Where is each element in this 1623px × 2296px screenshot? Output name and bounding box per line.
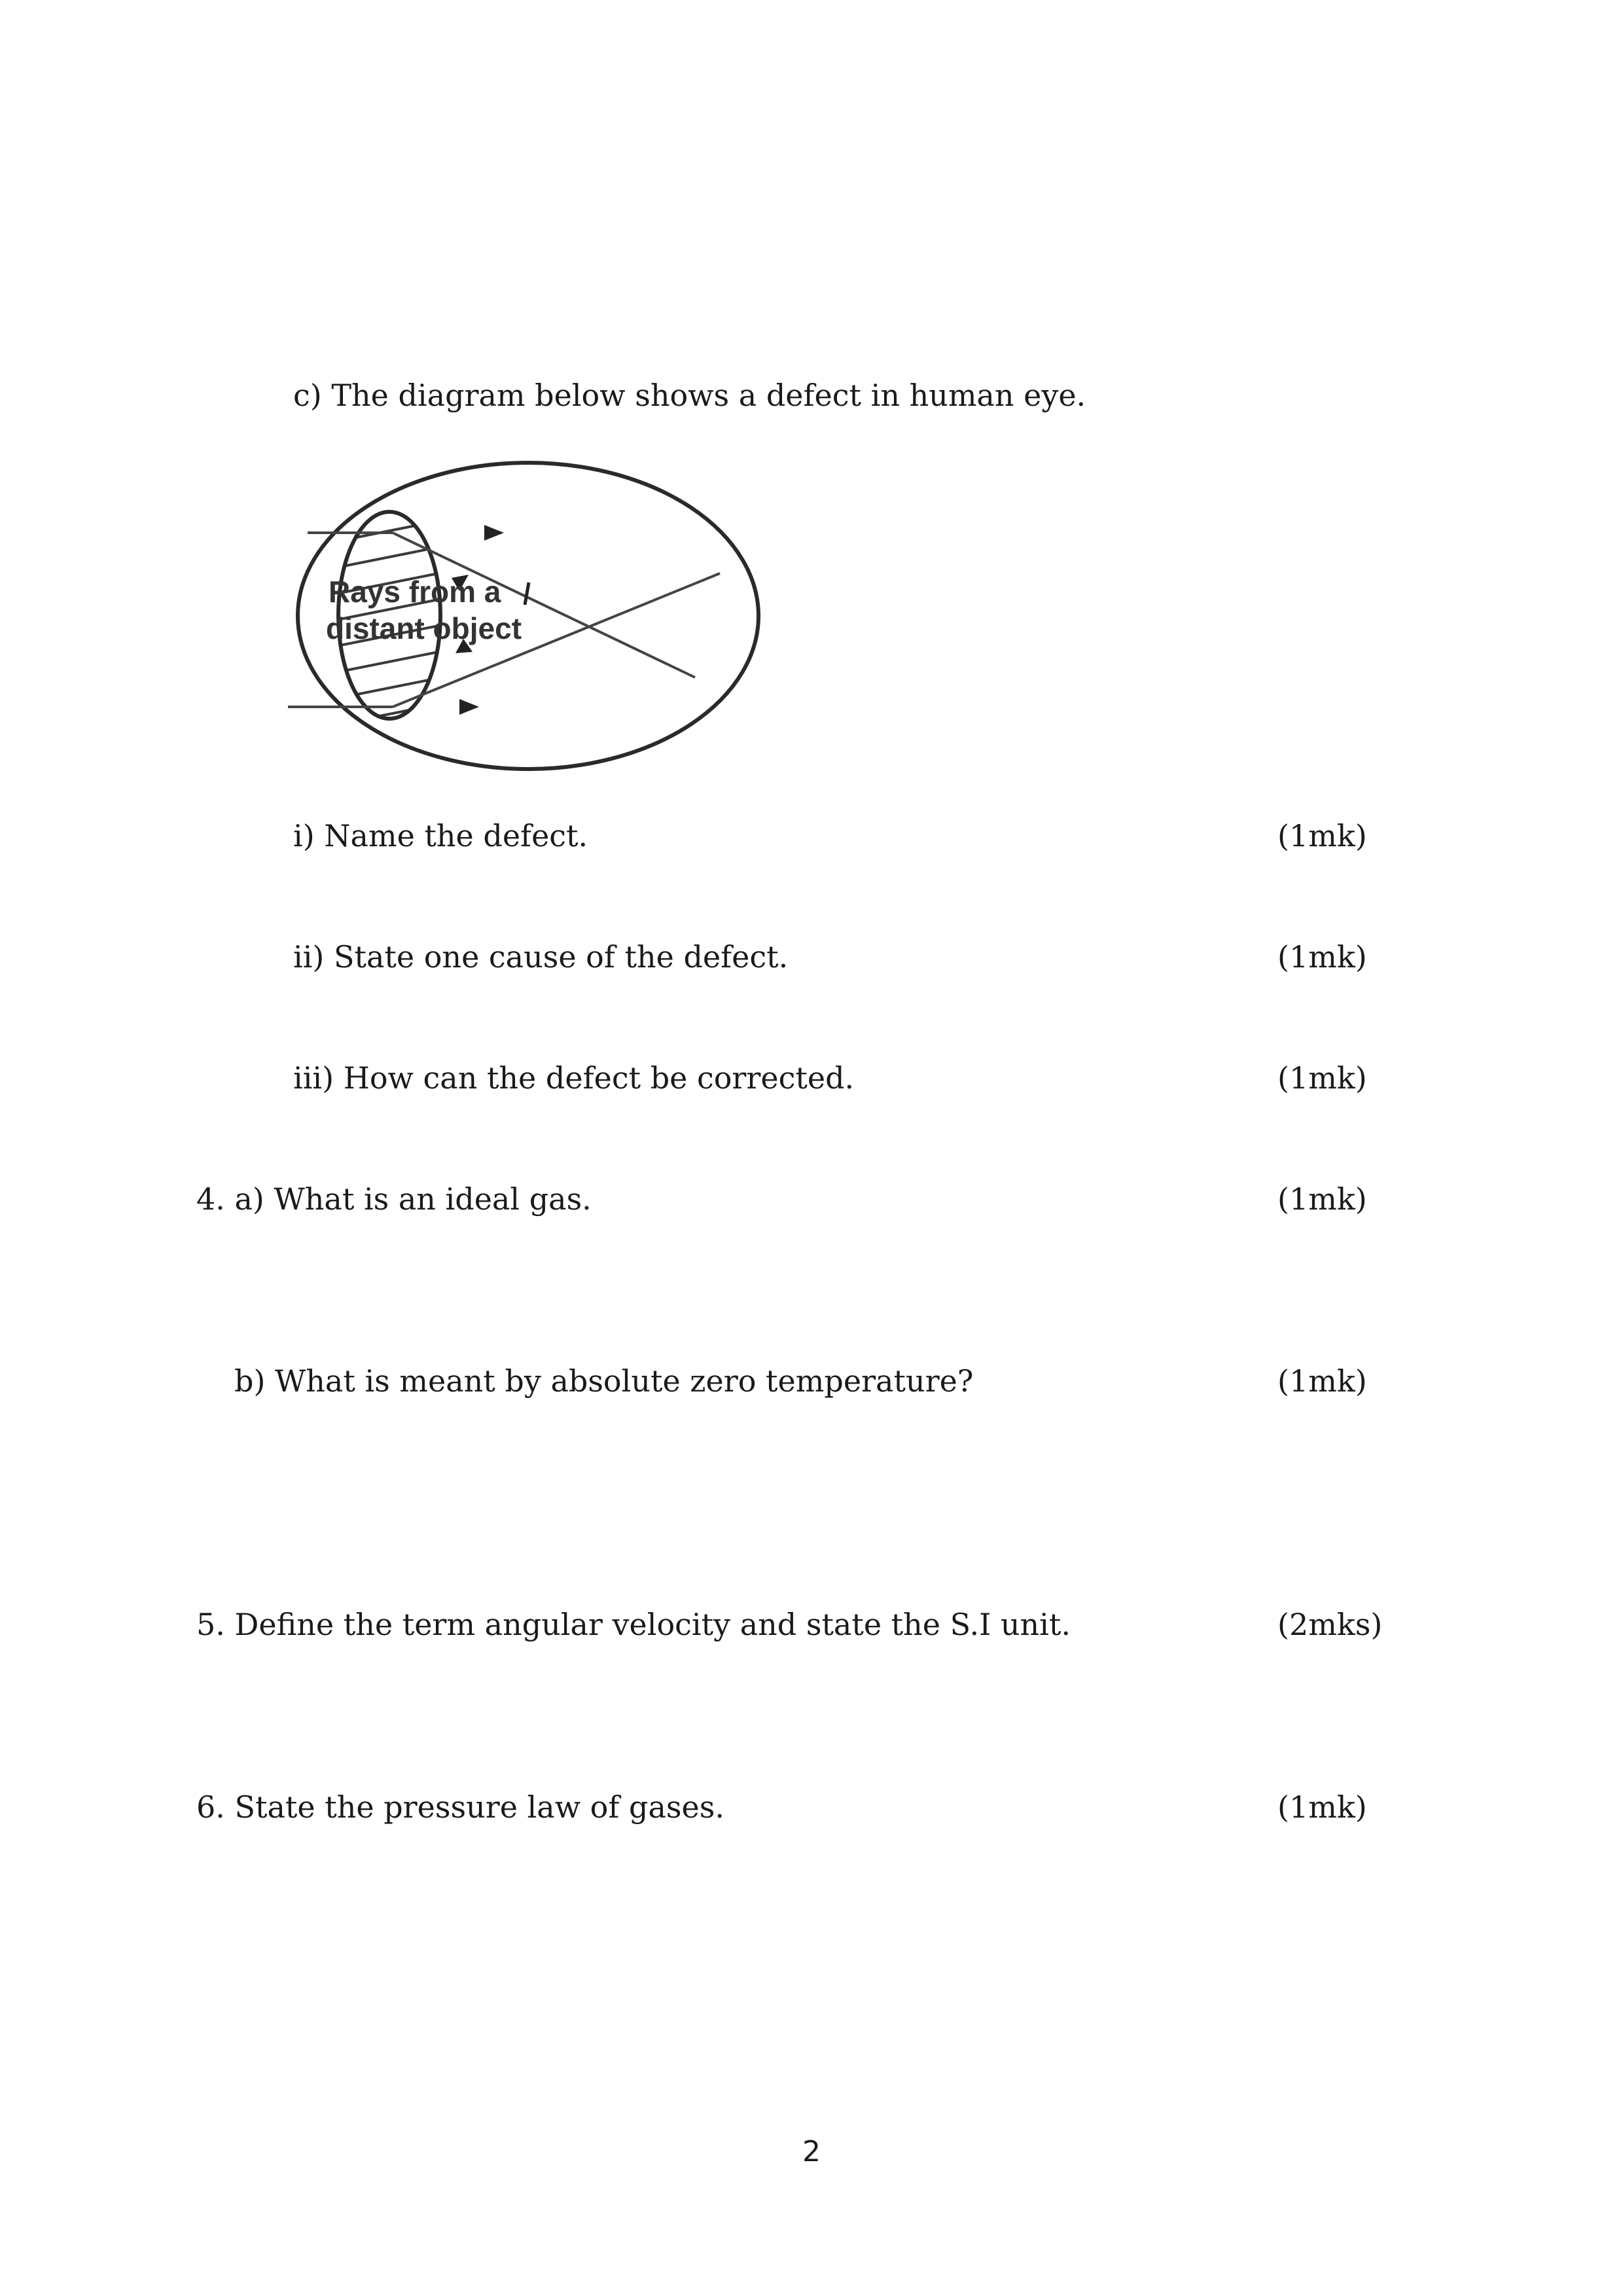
question-3c-iii-marks: (1mk) [1277,1060,1367,1096]
eye-lens [327,491,458,726]
question-3c-intro: c) The diagram below shows a defect in human eye. [293,378,1086,413]
rays-label-line2: distant object [326,611,522,645]
arrowhead-bottom-icon [459,699,479,715]
question-3c-i-text: i) Name the defect. [293,818,588,853]
arrowhead-top-icon [484,525,504,541]
question-3c-iii-text: iii) How can the defect be corrected. [293,1060,855,1096]
page-number: 2 [802,2135,821,2168]
question-3c-i-marks: (1mk) [1277,818,1367,853]
question-4a-marks: (1mk) [1277,1181,1367,1217]
question-5-marks: (2mks) [1277,1607,1383,1642]
question-4b-text: b) What is meant by absolute zero temperature? [234,1363,974,1399]
question-3c-ii-marks: (1mk) [1277,939,1367,975]
eye-defect-diagram [288,458,1047,785]
question-6-marks: (1mk) [1277,1789,1367,1825]
question-3c-ii-text: ii) State one cause of the defect. [293,939,789,975]
image-point-marker [525,583,529,605]
question-6-text: 6. State the pressure law of gases. [196,1789,724,1825]
question-4a-text: 4. a) What is an ideal gas. [196,1181,592,1217]
rays-label-line1: Rays from a [329,575,501,609]
question-5-text: 5. Define the term angular velocity and state the S.I unit. [196,1607,1071,1642]
question-4b-marks: (1mk) [1277,1363,1367,1399]
